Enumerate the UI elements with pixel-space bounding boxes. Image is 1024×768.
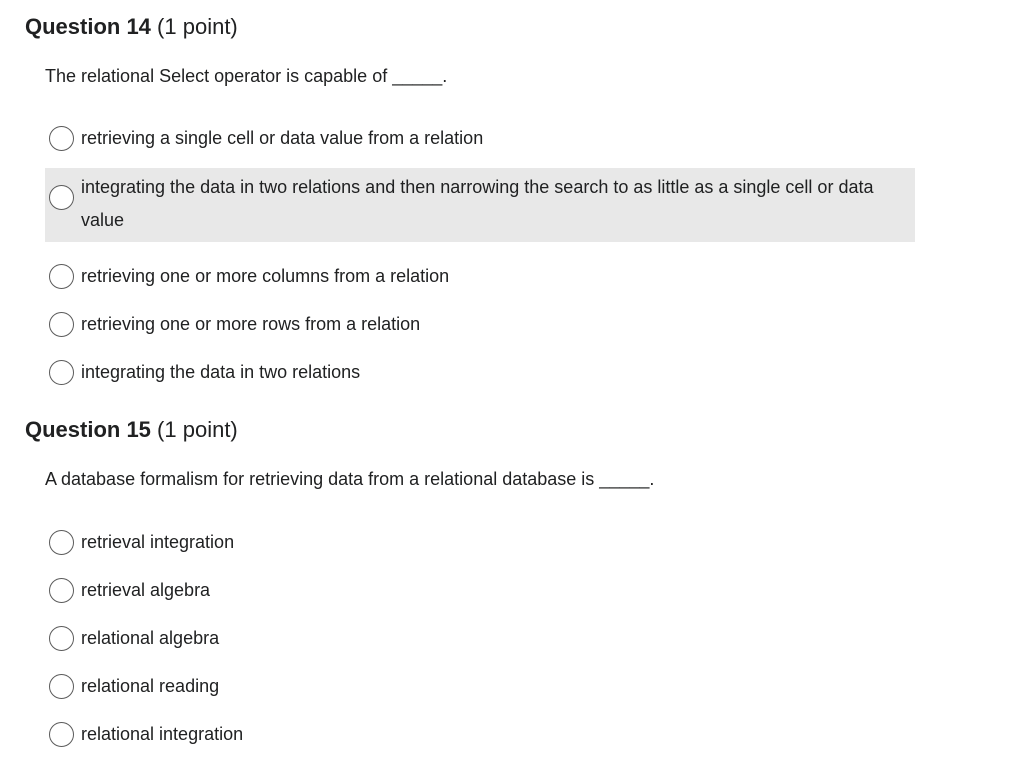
question-heading: [25, 12, 238, 42]
answer-options: [45, 120, 915, 402]
answer-option[interactable]: [45, 620, 915, 668]
option-label: retrieval integration: [81, 532, 235, 552]
option-label: relational algebra: [81, 628, 220, 648]
answer-options: [45, 524, 915, 764]
answer-option[interactable]: [45, 716, 915, 764]
option-label: retrieving one or more columns from a relation: [81, 266, 450, 286]
radio-button[interactable]: [49, 578, 74, 603]
answer-option[interactable]: [45, 306, 915, 354]
option-label: retrieval algebra: [81, 580, 211, 600]
answer-option[interactable]: [45, 168, 915, 242]
answer-option[interactable]: [45, 354, 915, 402]
radio-button[interactable]: [49, 126, 74, 151]
question-points: (1 point): [157, 14, 238, 39]
answer-option[interactable]: [45, 572, 915, 620]
radio-button[interactable]: [49, 185, 74, 210]
radio-button[interactable]: [49, 312, 74, 337]
radio-button[interactable]: [49, 722, 74, 747]
option-label: relational reading: [81, 676, 220, 696]
answer-option[interactable]: [45, 524, 915, 572]
radio-button[interactable]: [49, 264, 74, 289]
answer-option[interactable]: [45, 120, 915, 168]
question-heading: [25, 415, 238, 445]
option-label: retrieving a single cell or data value from a relation: [81, 128, 484, 148]
option-label: relational integration: [81, 724, 244, 744]
question-number: Question 14: [25, 14, 151, 39]
radio-button[interactable]: [49, 530, 74, 555]
question-number: Question 15: [25, 417, 151, 442]
radio-button[interactable]: [49, 674, 74, 699]
answer-option[interactable]: [45, 258, 915, 306]
option-label: integrating the data in two relations: [81, 362, 361, 382]
option-label: integrating the data in two relations and then narrowing the search to as little as a single cell or data value: [81, 177, 874, 230]
option-label: retrieving one or more rows from a relation: [81, 314, 421, 334]
question-prompt: The relational Select operator is capable of _____.: [45, 66, 448, 86]
radio-button[interactable]: [49, 626, 74, 651]
radio-button[interactable]: [49, 360, 74, 385]
answer-option[interactable]: [45, 668, 915, 716]
question-prompt: A database formalism for retrieving data from a relational database is _____.: [45, 469, 655, 489]
question-points: (1 point): [157, 417, 238, 442]
